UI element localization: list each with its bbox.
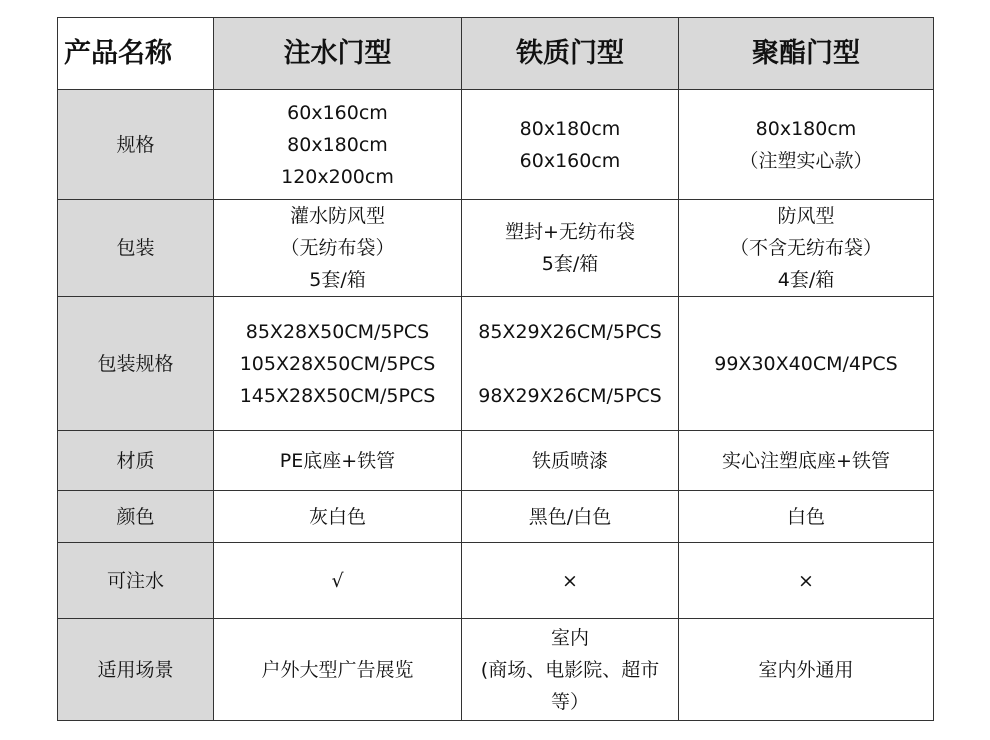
use-case-water-cell: 户外大型广告展览 (214, 619, 462, 721)
cell-line: 145X28X50CM/5PCS (239, 384, 436, 407)
cell-line: 80x180cm (519, 117, 621, 140)
cell-line: 防风型 (777, 205, 835, 227)
package-size-iron-cell (462, 297, 679, 431)
table-row-use-case (58, 619, 934, 721)
cell-line: 105X28X50CM/5PCS (239, 352, 436, 375)
row-label-color: 颜色 (58, 491, 214, 543)
cross-mark-icon: × (679, 543, 934, 619)
color-water-cell: 灰白色 (214, 491, 462, 543)
use-case-polyester-cell: 室内外通用 (679, 619, 934, 721)
cell-line: 4套/箱 (777, 269, 835, 291)
color-iron-cell: 黑色/白色 (462, 491, 679, 543)
table-row-color (58, 491, 934, 543)
cell-line: 灌水防风型 (289, 205, 385, 227)
spec-water-cell (214, 90, 462, 200)
row-label-packaging: 包装 (58, 200, 214, 297)
row-label-use-case: 适用场景 (58, 619, 214, 721)
cell-line: （注塑实心款） (739, 149, 873, 172)
table-row-package-size (58, 297, 934, 431)
cell-line: 60x160cm (519, 149, 621, 172)
spec-polyester-cell (679, 90, 934, 200)
header-corner-cell: 产品名称 (58, 18, 214, 90)
cell-line: （无纺布袋） (280, 237, 395, 259)
packaging-water-cell (214, 200, 462, 297)
row-label-spec: 规格 (58, 90, 214, 200)
table-row-spec (58, 90, 934, 200)
cell-line: 98X29X26CM/5PCS (478, 384, 662, 407)
packaging-iron-cell (462, 200, 679, 297)
cell-line: 85X29X26CM/5PCS (478, 320, 662, 343)
cell-line: 80x180cm (755, 117, 857, 140)
header-row (58, 18, 934, 90)
header-water-fill-type: 注水门型 (214, 18, 462, 90)
cell-line: 5套/箱 (541, 253, 599, 275)
product-comparison-table (57, 17, 934, 721)
package-size-water-cell (214, 297, 462, 431)
row-label-package-size: 包装规格 (58, 297, 214, 431)
cell-line: 60x160cm (287, 101, 388, 124)
color-polyester-cell: 白色 (679, 491, 934, 543)
header-polyester-type: 聚酯门型 (679, 18, 934, 90)
cell-line: 80x180cm (287, 133, 388, 156)
use-case-iron-cell (462, 619, 679, 721)
material-polyester-cell: 实心注塑底座+铁管 (679, 431, 934, 491)
cell-line: 5套/箱 (309, 269, 366, 291)
packaging-polyester-cell (679, 200, 934, 297)
row-label-water-fillable: 可注水 (58, 543, 214, 619)
table-row-packaging (58, 200, 934, 297)
cell-line: 85X28X50CM/5PCS (245, 320, 430, 343)
check-mark-icon: √ (214, 543, 462, 619)
cell-line: 99X30X40CM/4PCS (714, 352, 898, 375)
cell-line: 室内 (550, 626, 589, 649)
table-row-water-fillable (58, 543, 934, 619)
cell-line: 塑封+无纺布袋 (505, 221, 635, 243)
cell-line: （不含无纺布袋） (729, 237, 882, 259)
cell-line: (商场、电影院、超市 (480, 658, 660, 681)
spec-iron-cell (462, 90, 679, 200)
material-water-cell: PE底座+铁管 (214, 431, 462, 491)
cell-line: 等） (550, 690, 589, 713)
cell-line: 120x200cm (281, 165, 394, 188)
line-spacer (464, 348, 676, 380)
material-iron-cell: 铁质喷漆 (462, 431, 679, 491)
row-label-material: 材质 (58, 431, 214, 491)
header-iron-type: 铁质门型 (462, 18, 679, 90)
package-size-polyester-cell (679, 297, 934, 431)
cross-mark-icon: × (462, 543, 679, 619)
table-row-material (58, 431, 934, 491)
